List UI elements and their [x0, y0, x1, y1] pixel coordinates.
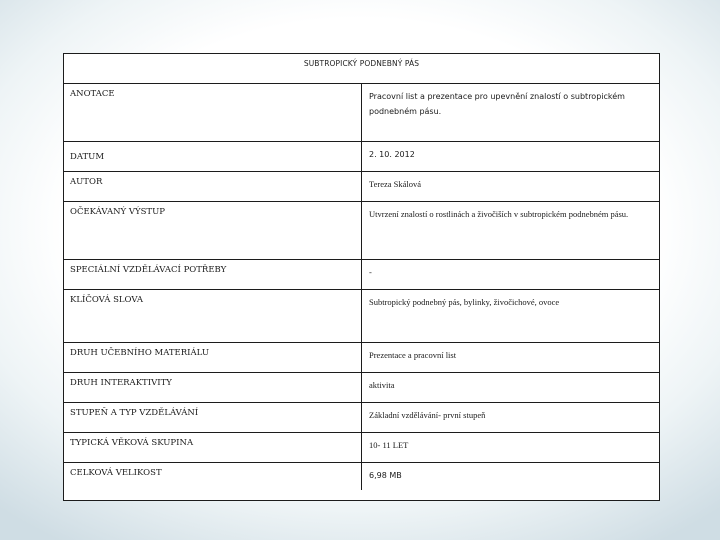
row-druh-interaktivity: [64, 373, 659, 403]
row-stupen-typ: [64, 403, 659, 433]
row-label: CELKOVÁ VELIKOST: [64, 463, 362, 490]
row-label: KLÍČOVÁ SLOVA: [64, 290, 362, 342]
row-value: Tereza Skálová: [369, 179, 422, 189]
row-label: ANOTACE: [64, 84, 362, 141]
row-value: Pracovní list a prezentace pro upevnění znalostí o subtropickém podnebném pásu.: [369, 92, 625, 116]
row-label: DRUH UČEBNÍHO MATERIÁLU: [64, 343, 362, 372]
row-celkova-velikost: [64, 463, 659, 490]
metadata-table: [63, 53, 660, 501]
row-value: 10- 11 LET: [369, 440, 409, 450]
row-anotace: [64, 84, 659, 142]
row-label: DATUM: [64, 142, 362, 171]
row-label: DRUH INTERAKTIVITY: [64, 373, 362, 402]
row-value: 6,98 MB: [369, 471, 402, 480]
row-label: SPECIÁLNÍ VZDĚLÁVACÍ POTŘEBY: [64, 260, 362, 289]
row-value: aktivita: [369, 380, 395, 390]
row-value: Subtropický podnebný pás, bylinky, živočichové, ovoce: [369, 297, 560, 307]
row-value: Utvrzení znalostí o rostlinách a živočiších v subtropickém podnebném pásu.: [369, 209, 629, 219]
row-label: TYPICKÁ VĚKOVÁ SKUPINA: [64, 433, 362, 462]
row-datum: [64, 142, 659, 172]
row-autor: [64, 172, 659, 202]
table-title: SUBTROPICKÝ PODNEBNÝ PÁS: [64, 54, 659, 84]
row-label: OČEKÁVANÝ VÝSTUP: [64, 202, 362, 259]
row-specialni-potreby: [64, 260, 659, 290]
row-vekova-skupina: [64, 433, 659, 463]
row-value: -: [369, 267, 372, 277]
row-druh-materialu: [64, 343, 659, 373]
row-value: 2. 10. 2012: [369, 150, 415, 159]
row-value: Základní vzdělávání- první stupeň: [369, 410, 486, 420]
row-value: Prezentace a pracovní list: [369, 350, 457, 360]
row-label: STUPEŇ A TYP VZDĚLÁVÁNÍ: [64, 403, 362, 432]
row-ocekavany-vystup: [64, 202, 659, 260]
row-label: AUTOR: [64, 172, 362, 201]
row-klicova-slova: [64, 290, 659, 343]
